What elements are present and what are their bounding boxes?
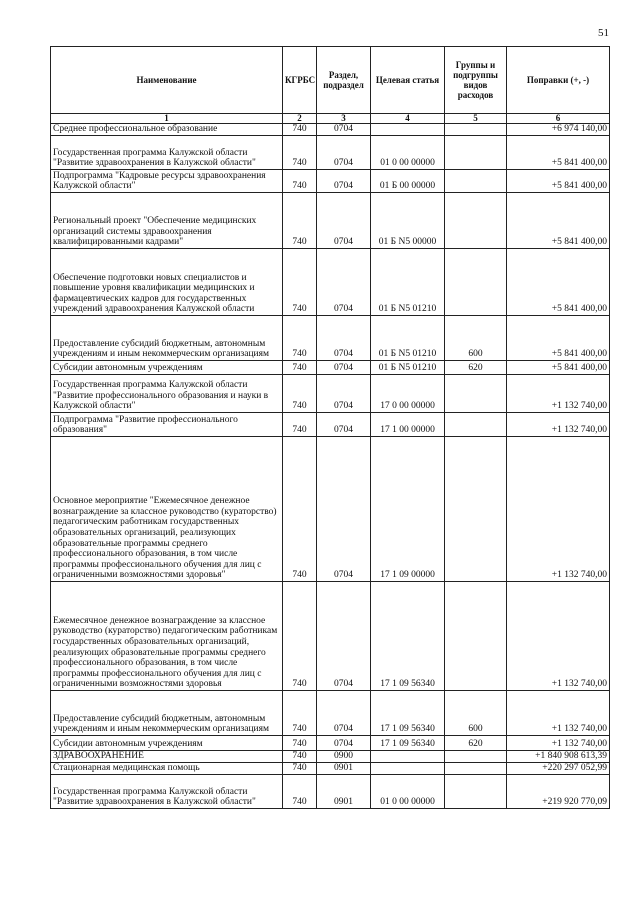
table-row — [51, 170, 610, 193]
cell-target-article: 01 Б 00 00000 — [371, 170, 445, 193]
cell-name: Субсидии автономным учреждениям — [51, 361, 283, 375]
cell-section: 0704 — [317, 437, 371, 582]
table-row — [51, 316, 610, 361]
cell-target-article: 17 1 09 56340 — [371, 691, 445, 736]
table-row — [51, 249, 610, 316]
column-number: 6 — [507, 114, 610, 124]
cell-target-article: 17 0 00 00000 — [371, 375, 445, 413]
cell-name: Государственная программа Калужской области "Развитие профессионального образования и науки в Калужской области" — [51, 375, 283, 413]
cell-kgrbs: 740 — [283, 375, 317, 413]
cell-expense-group: 620 — [445, 361, 507, 375]
cell-target-article: 01 0 00 00000 — [371, 136, 445, 170]
table-row — [51, 413, 610, 437]
cell-kgrbs: 740 — [283, 763, 317, 775]
header-name: Наименование — [51, 47, 283, 114]
cell-kgrbs: 740 — [283, 193, 317, 249]
cell-kgrbs: 740 — [283, 751, 317, 763]
cell-section: 0704 — [317, 361, 371, 375]
column-number: 1 — [51, 114, 283, 124]
header-amendments: Поправки (+, -) — [507, 47, 610, 114]
cell-amendment: +5 841 400,00 — [507, 249, 610, 316]
cell-name: Ежемесячное денежное вознаграждение за классное руководство (кураторство) педагогическим работникам государственных образовательных организаций, реализующих образовательные программы среднего профессионального образования, в том числе программы профессионального обучения для лиц с ограниченными возможностями здоровья — [51, 582, 283, 691]
cell-amendment: +1 132 740,00 — [507, 437, 610, 582]
cell-section: 0901 — [317, 763, 371, 775]
cell-expense-group: 600 — [445, 691, 507, 736]
column-number: 2 — [283, 114, 317, 124]
cell-expense-group — [445, 375, 507, 413]
cell-amendment: +219 920 770,09 — [507, 775, 610, 809]
cell-amendment: +5 841 400,00 — [507, 193, 610, 249]
table-row — [51, 375, 610, 413]
column-number-row — [51, 114, 610, 124]
header-target: Целевая статья — [371, 47, 445, 114]
cell-section: 0704 — [317, 249, 371, 316]
column-number: 5 — [445, 114, 507, 124]
table-row — [51, 582, 610, 691]
cell-section: 0704 — [317, 193, 371, 249]
cell-expense-group: 620 — [445, 736, 507, 751]
cell-kgrbs: 740 — [283, 691, 317, 736]
table-row — [51, 691, 610, 736]
cell-expense-group — [445, 751, 507, 763]
table-row — [51, 193, 610, 249]
cell-kgrbs: 740 — [283, 361, 317, 375]
page-number: 51 — [598, 27, 609, 39]
table-row — [51, 736, 610, 751]
cell-target-article: 17 1 09 56340 — [371, 736, 445, 751]
header-groups: Группы и подгруппы видов расходов — [445, 47, 507, 114]
cell-amendment: +1 132 740,00 — [507, 582, 610, 691]
cell-name: Предоставление субсидий бюджетным, автономным учреждениям и иным некоммерческим организациям — [51, 316, 283, 361]
cell-expense-group — [445, 193, 507, 249]
cell-amendment: +5 841 400,00 — [507, 170, 610, 193]
cell-kgrbs: 740 — [283, 316, 317, 361]
cell-kgrbs: 740 — [283, 437, 317, 582]
table-row — [51, 361, 610, 375]
header-section: Раздел, подраздел — [317, 47, 371, 114]
cell-expense-group: 600 — [445, 316, 507, 361]
cell-expense-group — [445, 249, 507, 316]
cell-amendment: +1 840 908 613,39 — [507, 751, 610, 763]
table-row — [51, 124, 610, 136]
cell-kgrbs: 740 — [283, 736, 317, 751]
cell-section: 0704 — [317, 736, 371, 751]
cell-name: Основное мероприятие "Ежемесячное денежное вознаграждение за классное руководство (кураторство) педагогическим работникам государственных образовательных организаций, реализующих образовательные программы среднего профессионального образования, в том числе программы профессионального обучения для лиц с ограниченными возможностями здоровья" — [51, 437, 283, 582]
cell-expense-group — [445, 124, 507, 136]
cell-amendment: +220 297 052,99 — [507, 763, 610, 775]
cell-name: Субсидии автономным учреждениям — [51, 736, 283, 751]
cell-kgrbs: 740 — [283, 249, 317, 316]
cell-section: 0900 — [317, 751, 371, 763]
cell-amendment: +5 841 400,00 — [507, 361, 610, 375]
cell-expense-group — [445, 582, 507, 691]
header-kgrbs: КГРБС — [283, 47, 317, 114]
cell-kgrbs: 740 — [283, 170, 317, 193]
cell-name: Стационарная медицинская помощь — [51, 763, 283, 775]
cell-name: Предоставление субсидий бюджетным, автономным учреждениям и иным некоммерческим организациям — [51, 691, 283, 736]
cell-name: Подпрограмма "Развитие профессионального образования" — [51, 413, 283, 437]
cell-kgrbs: 740 — [283, 124, 317, 136]
budget-table — [50, 46, 610, 809]
cell-kgrbs: 740 — [283, 582, 317, 691]
cell-name: Государственная программа Калужской области "Развитие здравоохранения в Калужской области" — [51, 136, 283, 170]
table-row — [51, 763, 610, 775]
cell-target-article: 01 0 00 00000 — [371, 775, 445, 809]
cell-amendment: +6 974 140,00 — [507, 124, 610, 136]
cell-section: 0704 — [317, 413, 371, 437]
cell-expense-group — [445, 775, 507, 809]
cell-amendment: +1 132 740,00 — [507, 736, 610, 751]
table-row — [51, 775, 610, 809]
cell-section: 0704 — [317, 316, 371, 361]
cell-target-article — [371, 124, 445, 136]
cell-target-article: 17 1 00 00000 — [371, 413, 445, 437]
cell-name: Государственная программа Калужской области "Развитие здравоохранения в Калужской области" — [51, 775, 283, 809]
header-row — [51, 47, 610, 114]
cell-name: Среднее профессиональное образование — [51, 124, 283, 136]
cell-expense-group — [445, 413, 507, 437]
cell-expense-group — [445, 437, 507, 582]
cell-amendment: +1 132 740,00 — [507, 413, 610, 437]
cell-target-article: 01 Б N5 00000 — [371, 193, 445, 249]
cell-amendment: +1 132 740,00 — [507, 691, 610, 736]
cell-kgrbs: 740 — [283, 413, 317, 437]
column-number: 3 — [317, 114, 371, 124]
cell-target-article: 17 1 09 56340 — [371, 582, 445, 691]
cell-section: 0704 — [317, 124, 371, 136]
cell-name: Подпрограмма "Кадровые ресурсы здравоохранения Калужской области" — [51, 170, 283, 193]
cell-expense-group — [445, 170, 507, 193]
cell-name: Обеспечение подготовки новых специалистов и повышение уровня квалификации медицинских и фармацевтических кадров для государственных учреждений здравоохранения Калужской области — [51, 249, 283, 316]
table-row — [51, 136, 610, 170]
cell-name: Региональный проект "Обеспечение медицинских организаций системы здравоохранения квалифицированными кадрами" — [51, 193, 283, 249]
cell-section: 0704 — [317, 375, 371, 413]
cell-section: 0704 — [317, 691, 371, 736]
cell-amendment: +5 841 400,00 — [507, 316, 610, 361]
cell-section: 0901 — [317, 775, 371, 809]
cell-target-article: 01 Б N5 01210 — [371, 316, 445, 361]
table-row — [51, 437, 610, 582]
cell-target-article: 17 1 09 00000 — [371, 437, 445, 582]
cell-section: 0704 — [317, 170, 371, 193]
cell-expense-group — [445, 136, 507, 170]
cell-amendment: +1 132 740,00 — [507, 375, 610, 413]
cell-amendment: +5 841 400,00 — [507, 136, 610, 170]
cell-target-article — [371, 763, 445, 775]
cell-kgrbs: 740 — [283, 136, 317, 170]
cell-expense-group — [445, 763, 507, 775]
cell-section: 0704 — [317, 582, 371, 691]
cell-section: 0704 — [317, 136, 371, 170]
column-number: 4 — [371, 114, 445, 124]
cell-kgrbs: 740 — [283, 775, 317, 809]
cell-target-article: 01 Б N5 01210 — [371, 249, 445, 316]
cell-target-article — [371, 751, 445, 763]
cell-name: ЗДРАВООХРАНЕНИЕ — [51, 751, 283, 763]
table-row — [51, 751, 610, 763]
cell-target-article: 01 Б N5 01210 — [371, 361, 445, 375]
